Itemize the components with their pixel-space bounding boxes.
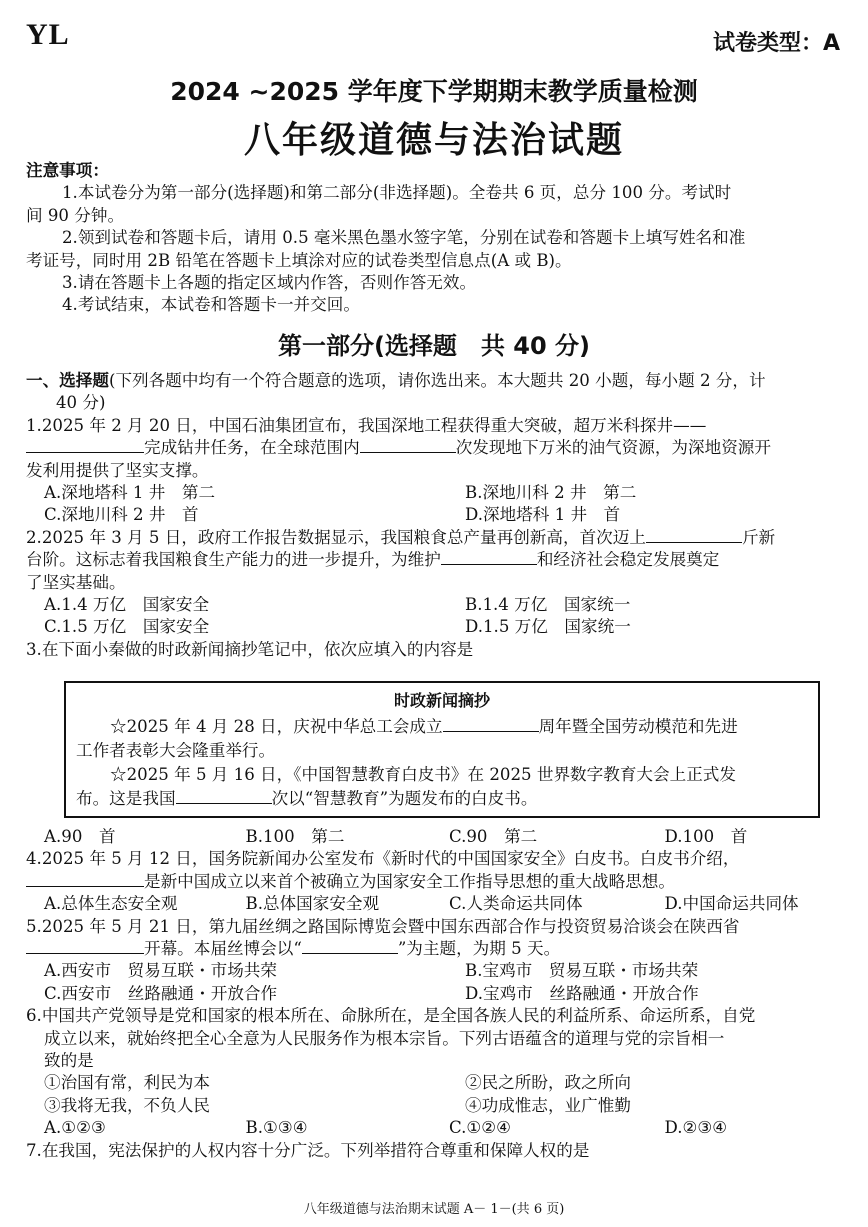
publisher-logo: YL <box>26 18 70 51</box>
option-b: B.①③④ <box>245 1118 308 1138</box>
option-d: D.宝鸡市 丝路融通・开放合作 <box>465 983 699 1003</box>
subject-title: 八年级道德与法治试题 <box>243 120 624 161</box>
option-a: A.西安市 贸易互联・市场共荣 <box>44 961 277 981</box>
questions-part-1 <box>26 370 844 661</box>
news-item-1-cont: 工作者表彰大会隆重举行。 <box>76 741 276 760</box>
option-c: C.90 第二 <box>449 827 538 846</box>
answer-blank <box>360 437 456 453</box>
news-item-1: ☆2025 年 4 月 28 日，庆祝中华总工会成立 周年暨全国劳动模范和先进 <box>110 717 738 736</box>
notes-title: 注意事项： <box>26 161 109 180</box>
option-c: C.西安市 丝路融通・开放合作 <box>44 983 278 1003</box>
answer-blank <box>26 938 144 954</box>
statement: ②民之所盼，政之所向 <box>465 1073 631 1093</box>
option-b: B.宝鸡市 贸易互联・市场共荣 <box>465 961 699 981</box>
option-b: B.100 第二 <box>245 827 345 846</box>
q5-line1: 5.2025 年 5 月 21 日，第九届丝绸之路国际博览会暨中国东西部合作与投资贸易洽谈会在陕西省 <box>26 916 740 936</box>
notes-section <box>26 160 844 317</box>
q4-options <box>26 893 844 915</box>
option-d: D.②③④ <box>664 1118 728 1138</box>
paper-type: 试卷类型：A <box>712 31 840 56</box>
option-c: C.①②④ <box>449 1118 512 1138</box>
questions-part-2 <box>26 826 844 1162</box>
option-d: D.1.5 万亿 国家统一 <box>465 617 631 637</box>
option-a: A.总体生态安全观 <box>44 894 178 914</box>
q2-line1: 2.2025 年 3 月 5 日，政府工作报告数据显示，我国粮食总产量再创新高，首次迈上 斤新 <box>26 527 776 547</box>
news-item-2: ☆2025 年 5 月 16 日，《中国智慧教育白皮书》在 2025 世界数字教育大会上正式发 <box>110 765 736 784</box>
section-instruction <box>26 370 844 392</box>
q3-line1: 3.在下面小秦做的时政新闻摘抄笔记中，依次应填入的内容是 <box>26 639 474 659</box>
option-c: C.人类命运共同体 <box>449 894 583 914</box>
page-footer: 八年级道德与法治期末试题 A－ 1－(共 6 页) <box>303 1202 565 1217</box>
option-a: A.1.4 万亿 国家安全 <box>44 595 210 615</box>
note-item: 1.本试卷分为第一部分(选择题)和第二部分(非选择题)。全卷共 6 页，总分 100 分。考试时 <box>62 183 732 203</box>
answer-blank <box>302 938 398 954</box>
answer-blank <box>443 716 539 732</box>
answer-blank <box>26 437 144 453</box>
q1-line2: 完成钻井任务，在全球范围内 次发现地下万米的油气资源，为深地资源开 <box>26 437 844 459</box>
statement: ④功成惟志，业广惟勤 <box>465 1095 631 1115</box>
q2-line2: 台阶。这标志着我国粮食生产能力的进一步提升，为维护 和经济社会稳定发展奠定 <box>26 550 720 570</box>
q6-statements <box>26 1072 844 1094</box>
q1-options <box>26 482 844 504</box>
answer-blank <box>441 549 537 565</box>
note-item: 4.考试结束，本试卷和答题卡一并交回。 <box>62 295 360 315</box>
q2-options <box>26 616 844 638</box>
option-c: C.深地川科 2 井 首 <box>44 505 199 525</box>
statement: ①治国有常，利民为本 <box>44 1073 210 1093</box>
q6-line1: 6.中国共产党领导是党和国家的根本所在、命脉所在，是全国各族人民的利益所系、命运所系，自党 <box>26 1006 756 1026</box>
option-d: D.深地塔科 1 井 首 <box>465 505 621 525</box>
q5-line2: 开幕。本届丝博会以“ ”为主题，为期 5 天。 <box>26 938 844 960</box>
option-b: B.1.4 万亿 国家统一 <box>465 595 631 615</box>
option-a: A.深地塔科 1 井 第二 <box>44 483 216 503</box>
option-b: B.深地川科 2 井 第二 <box>465 483 637 503</box>
instruction-cont: 40 分) <box>56 393 106 413</box>
q6-line3: 致的是 <box>44 1051 94 1071</box>
option-b: B.总体国家安全观 <box>245 894 380 914</box>
instruction-text: (下列各题中均有一个符合题意的选项，请你选出来。本大题共 20 小题，每小题 2 分，计 <box>108 371 766 390</box>
note-item: 间 90 分钟。 <box>26 205 125 225</box>
q2-line3: 了坚实基础。 <box>26 572 126 592</box>
q1-options <box>26 504 844 526</box>
q7-line1: 7.在我国，宪法保护的人权内容十分广泛。下列举措符合尊重和保障人权的是 <box>26 1140 590 1160</box>
section-title: 第一部分(选择题 共 40 分) <box>277 332 591 360</box>
q2-options <box>26 594 844 616</box>
instruction-label: 一、选择题 <box>26 371 109 390</box>
option-c: C.1.5 万亿 国家安全 <box>44 617 210 637</box>
note-item: 2.领到试卷和答题卡后，请用 0.5 毫米黑色墨水签字笔，分别在试卷和答题卡上填写姓名和准 <box>62 228 746 248</box>
statement: ③我将无我，不负人民 <box>44 1095 210 1115</box>
q6-options <box>26 1117 844 1139</box>
option-d: D.100 首 <box>664 827 748 846</box>
q4-line1: 4.2025 年 5 月 12 日，国务院新闻办公室发布《新时代的中国国家安全》白皮书。白皮书介绍， <box>26 849 740 869</box>
option-d: D.中国命运共同体 <box>664 894 799 914</box>
news-box-title: 时政新闻摘抄 <box>393 691 490 710</box>
q6-statements <box>26 1095 844 1117</box>
q6-line2: 成立以来，就始终把全心全意为人民服务作为根本宗旨。下列古语蕴含的道理与党的宗旨相一 <box>44 1028 725 1048</box>
answer-blank <box>646 527 742 543</box>
q1-line3: 发利用提供了坚实支撑。 <box>26 460 209 480</box>
news-excerpt-box <box>64 681 820 818</box>
exam-title: 2024 ~2025 学年度下学期期末教学质量检测 <box>170 77 698 106</box>
answer-blank <box>176 788 272 804</box>
q5-options <box>26 983 844 1005</box>
q5-options <box>26 960 844 982</box>
q1-line1: 1.2025 年 2 月 20 日，中国石油集团宣布，我国深地工程获得重大突破，超万米科探井—— <box>26 415 707 435</box>
answer-blank <box>26 871 144 887</box>
q3-options <box>26 826 844 848</box>
option-a: A.①②③ <box>44 1118 106 1138</box>
note-item: 3.请在答题卡上各题的指定区域内作答，否则作答无效。 <box>62 273 477 293</box>
news-item-2-cont: 布。这是我国 次以“智慧教育”为题发布的白皮书。 <box>76 789 538 808</box>
note-item: 考证号，同时用 2B 铅笔在答题卡上填涂对应的试卷类型信息点(A 或 B)。 <box>26 250 572 270</box>
q4-line2: 是新中国成立以来首个被确立为国家安全工作指导思想的重大战略思想。 <box>26 871 844 893</box>
option-a: A.90 首 <box>44 827 116 846</box>
